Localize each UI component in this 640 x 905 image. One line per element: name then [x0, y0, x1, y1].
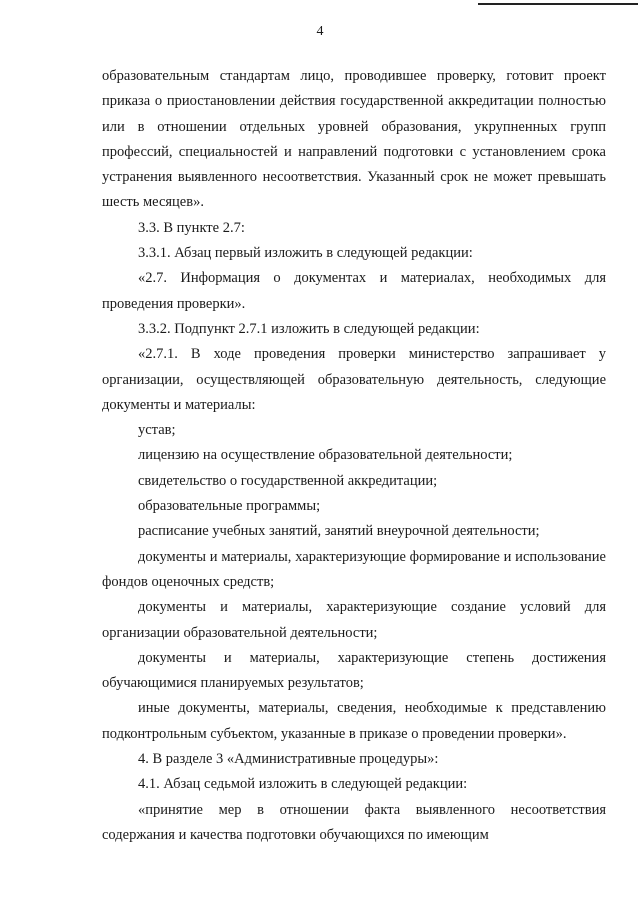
list-item: образовательные программы;: [138, 498, 321, 515]
list-item: документы и материалы, характеризующие создание условий для организации образовательной деятельности;: [102, 599, 606, 641]
list-item: документы и материалы, характеризующие степень достижения обучающимися планируемых результатов;: [102, 649, 606, 692]
paragraph: 4.1. Абзац седьмой изложить в следующей редакции:: [138, 776, 468, 793]
paragraph: «2.7. Информация о документах и материалах, необходимых для проведения проверки».: [102, 270, 606, 312]
paragraph: 3.3.1. Абзац первый изложить в следующей редакции:: [138, 245, 473, 262]
paragraph: «принятие мер в отношении факта выявленного несоответствия содержания и качества подготовки обучающихся по имеющим: [102, 801, 606, 843]
list-item: документы и материалы, характеризующие формирование и использование фондов оценочных средств;: [102, 548, 606, 590]
list-item: устав;: [138, 422, 176, 439]
list-item: иные документы, материалы, сведения, необходимые к представлению подконтрольным субъектом, указанные в приказе о проведении проверки».: [102, 700, 606, 742]
list-item: лицензию на осуществление образовательной деятельности;: [138, 447, 513, 464]
list-item: свидетельство о государственной аккредитации;: [138, 472, 438, 489]
list-item: расписание учебных занятий, занятий внеурочной деятельности;: [138, 523, 540, 540]
top-rule: [478, 3, 638, 5]
paragraph: 3.3. В пункте 2.7:: [138, 219, 245, 236]
paragraph: «2.7.1. В ходе проведения проверки министерство запрашивает у организации, осуществляющей образовательную деятельность, следующие документы и материалы:: [102, 346, 606, 413]
page-number: 4: [316, 24, 324, 39]
paragraph: образовательным стандартам лицо, проводившее проверку, готовит проект приказа о приостановлении действия государственной аккредитации полностью или в отношении отдельных уровней образования, укрупненных групп профессий, специальностей и направлений подготовки с установлением срока устранения выявленного несоответствия. Указанный срок не может превышать шесть месяцев».: [102, 68, 606, 211]
paragraph: 3.3.2. Подпункт 2.7.1 изложить в следующей редакции:: [138, 320, 480, 337]
document-body: [102, 64, 606, 848]
paragraph: 4. В разделе 3 «Административные процедуры»:: [138, 751, 439, 768]
